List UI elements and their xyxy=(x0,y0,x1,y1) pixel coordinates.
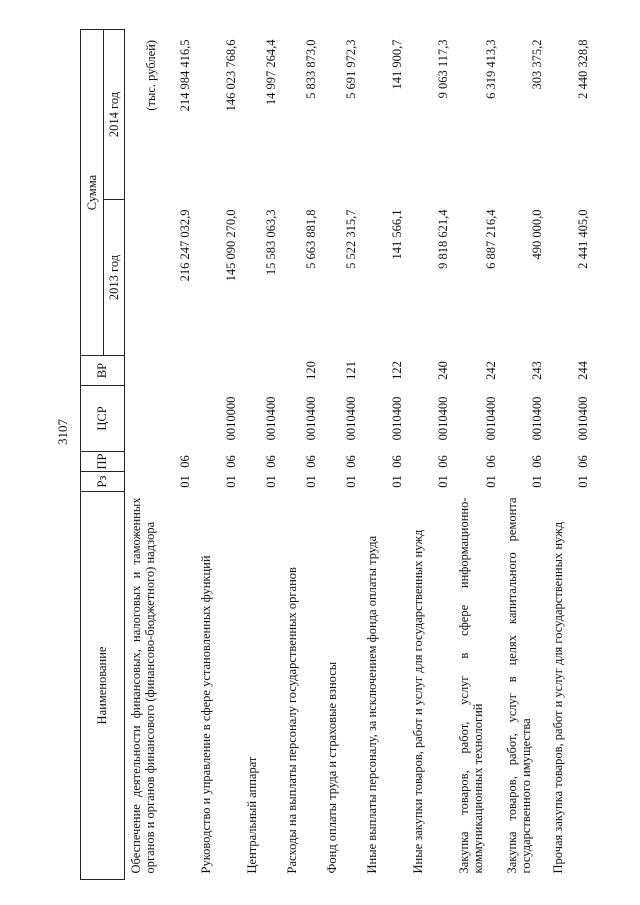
row-rz: 01 xyxy=(303,475,318,488)
row-sum-2013: 145 090 270,0 xyxy=(223,209,238,282)
row-name: Обеспечение деятельности финансовых, налоговых и таможенных органов и органов финансового (финансово-бюджетного) надзора xyxy=(129,497,157,874)
row-sum-2014: 9 063 117,3 xyxy=(435,39,450,99)
row-vr: 240 xyxy=(435,361,450,380)
row-name: Закупка товаров, работ, услуг в сфере информационно-коммуникационных технологий xyxy=(456,497,485,874)
table-body xyxy=(125,30,593,880)
row-vr xyxy=(195,356,241,386)
row-vr: 243 xyxy=(529,361,544,380)
row-pr: 06 xyxy=(575,455,590,468)
row-pr: 06 xyxy=(223,455,238,468)
row-sum-2013: 9 818 621,4 xyxy=(435,209,450,269)
row-name: Закупка товаров, работ, услуг в целях капитального ремонта государственного имущества xyxy=(504,497,533,874)
header-vr: ВР xyxy=(81,356,125,386)
row-csr: 0010400 xyxy=(483,396,498,441)
row-pr: 06 xyxy=(177,455,192,468)
row-name: Расходы на выплаты персоналу государственных органов xyxy=(284,567,299,874)
row-sum-2014: 303 375,2 xyxy=(529,39,544,90)
row-name: Центральный аппарат xyxy=(244,756,259,874)
header-csr: ЦСР xyxy=(81,386,125,452)
row-sum-2014: 141 900,7 xyxy=(389,39,404,90)
row-vr: 242 xyxy=(483,361,498,380)
row-sum-2014: 5 833 873,0 xyxy=(303,39,318,99)
units-label: (тыс. рублей) xyxy=(144,40,158,111)
row-sum-2014: 2 440 328,8 xyxy=(575,39,590,99)
row-pr: 06 xyxy=(435,455,450,468)
header-pr: ПР xyxy=(81,452,125,472)
row-sum-2013: 6 887 216,4 xyxy=(483,209,498,269)
header-sum: Сумма xyxy=(81,30,104,356)
row-sum-2014: 5 691 972,3 xyxy=(343,39,358,99)
row-vr: 120 xyxy=(303,361,318,380)
row-csr: 0010400 xyxy=(343,396,358,441)
row-csr: 0010400 xyxy=(389,396,404,441)
row-sum-2014: 6 319 413,3 xyxy=(483,39,498,99)
row-sum-2014: 14 997 264,4 xyxy=(263,39,278,106)
row-sum-2013: 2 441 405,0 xyxy=(575,209,590,269)
table-row xyxy=(407,30,453,880)
row-csr xyxy=(125,386,195,452)
row-rz: 01 xyxy=(389,475,404,488)
row-sum-2013: 5 522 315,7 xyxy=(343,209,358,269)
row-rz: 01 xyxy=(435,475,450,488)
row-csr: 0010000 xyxy=(223,396,238,441)
row-rz: 01 xyxy=(529,475,544,488)
row-name: Иные закупки товаров, работ и услуг для государственных нужд xyxy=(410,529,425,874)
header-name: Наименование xyxy=(81,492,125,880)
table-row xyxy=(361,30,407,880)
page-number: 3107 xyxy=(55,419,70,445)
row-vr xyxy=(241,356,281,386)
header-2014: 2014 год xyxy=(104,30,125,200)
table-row xyxy=(195,30,241,880)
row-rz: 01 xyxy=(223,475,238,488)
row-csr: 0010400 xyxy=(575,396,590,441)
table-row xyxy=(453,30,501,880)
row-csr: 0010400 xyxy=(303,396,318,441)
header-2013: 2013 год xyxy=(104,200,125,356)
row-name: Прочая закупка товаров, работ и услуг для государственных нужд xyxy=(550,521,565,874)
row-pr: 06 xyxy=(529,455,544,468)
row-csr: 0010400 xyxy=(263,396,278,441)
row-vr xyxy=(125,356,195,386)
row-pr: 06 xyxy=(263,455,278,468)
row-pr: 06 xyxy=(483,455,498,468)
row-pr: 06 xyxy=(389,455,404,468)
row-name: Фонд оплаты труда и страховые взносы xyxy=(324,661,339,874)
row-sum-2014: 214 984 416,5 xyxy=(177,39,192,112)
row-sum-2013: 141 566,1 xyxy=(389,209,404,260)
row-sum-2013: 15 583 063,3 xyxy=(263,209,278,276)
table-row xyxy=(241,30,281,880)
row-pr: 06 xyxy=(303,455,318,468)
row-name: Руководство и управление в сфере установленных функций xyxy=(198,555,213,874)
row-sum-2014: 146 023 768,6 xyxy=(223,39,238,112)
header-rz: Рз xyxy=(81,472,125,492)
row-sum-2013: 490 000,0 xyxy=(529,209,544,260)
table-row xyxy=(501,30,547,880)
row-sum-2013: 5 663 881,8 xyxy=(303,209,318,269)
row-csr: 0010400 xyxy=(529,396,544,441)
row-pr: 06 xyxy=(343,455,358,468)
table-row xyxy=(125,30,195,880)
row-vr: 121 xyxy=(343,361,358,380)
budget-table xyxy=(80,29,593,880)
table-row xyxy=(321,30,361,880)
rotated-table-area xyxy=(80,30,640,880)
row-name: Иные выплаты персоналу, за исключением фонда оплаты труда xyxy=(364,535,379,874)
row-rz: 01 xyxy=(263,475,278,488)
row-rz: 01 xyxy=(343,475,358,488)
table-row xyxy=(547,30,593,880)
row-rz: 01 xyxy=(575,475,590,488)
table-row xyxy=(281,30,321,880)
row-vr: 244 xyxy=(575,361,590,380)
row-csr: 0010400 xyxy=(435,396,450,441)
row-sum-2013: 216 247 032,9 xyxy=(177,209,192,282)
row-rz: 01 xyxy=(483,475,498,488)
row-rz: 01 xyxy=(177,475,192,488)
row-vr: 122 xyxy=(389,361,404,380)
